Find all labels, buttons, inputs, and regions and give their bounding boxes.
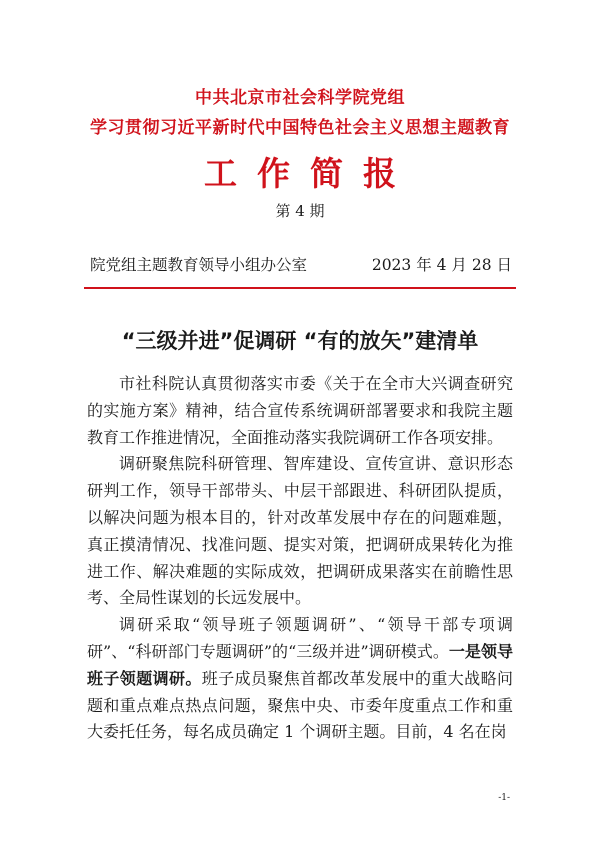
paragraph-3-emphasis: 一是领导班子领题调研。 — [87, 641, 513, 688]
issue-date: 2023 年 4 月 28 日 — [371, 256, 512, 274]
paragraph-3 — [87, 612, 513, 746]
article-body — [87, 371, 513, 746]
issue-number: 第 4 期 — [275, 202, 325, 220]
paragraph-3-intro: 调研采取“领导班子领题调研”、“领导干部专项调研”、“科研部门专题调研”的“三级并进”调研模式。 — [87, 615, 513, 661]
brief-title: 工作简报 — [204, 154, 416, 193]
paragraph-2: 调研聚焦院科研管理、智库建设、宣传宣讲、意识形态研判工作，领导干部带头、中层干部跟进、科研团队提质，以解决问题为根本目的，针对改革发展中存在的问题难题，真正摸清情况、找准问题、提实对策，把调研成果转化为推进工作、解决难题的实际成效，把调研成果落实在前瞻性思考、全局性谋划的长远发展中。 — [87, 454, 513, 608]
issuer-office: 院党组主题教育领导小组办公室 — [90, 256, 308, 274]
header-divider — [84, 287, 516, 289]
page-number: -1- — [498, 793, 510, 803]
paragraph-3-rest: 班子成员聚焦首都改革发展中的重大战略问题和重点难点热点问题，聚焦中央、市委年度重点工作和重大委托任务，每名成员确定 1 个调研主题。目前，4 名在岗 — [87, 668, 513, 742]
org-name-line1: 中共北京市社会科学院党组 — [195, 88, 405, 108]
paragraph-1: 市社科院认真贯彻落实市委《关于在全市大兴调查研究的实施方案》精神，结合宣传系统调研部署要求和我院主题教育工作推进情况，全面推动落实我院调研工作各项安排。 — [87, 374, 513, 447]
org-name-line2: 学习贯彻习近平新时代中国特色社会主义思想主题教育 — [90, 118, 510, 138]
article-headline: “三级并进”促调研 “有的放矢”建清单 — [121, 329, 479, 353]
